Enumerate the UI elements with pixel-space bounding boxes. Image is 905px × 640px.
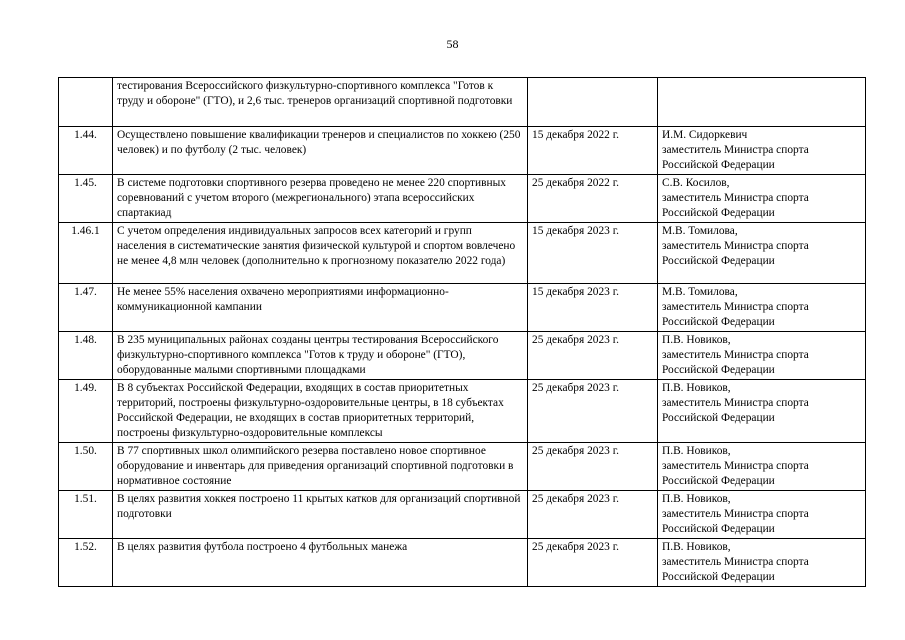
row-deadline: 25 декабря 2023 г. [528, 443, 658, 491]
responsible-org: Российской Федерации [662, 475, 775, 487]
responsible-position: заместитель Министра спорта [662, 397, 809, 409]
row-number: 1.51. [59, 491, 113, 539]
responsible-position: заместитель Министра спорта [662, 460, 809, 472]
row-number: 1.44. [59, 127, 113, 175]
responsible-org: Российской Федерации [662, 316, 775, 328]
table-row [59, 175, 866, 223]
row-deadline: 25 декабря 2023 г. [528, 491, 658, 539]
responsible-org: Российской Федерации [662, 364, 775, 376]
table-row [59, 127, 866, 175]
row-description: В целях развития хоккея построено 11 крытых катков для организаций спортивной подготовки [113, 491, 528, 539]
row-description: В 235 муниципальных районах созданы центры тестирования Всероссийского физкультурно-спортивного комплекса "Готов к труду и обороне" (ГТО), оборудованные малыми спортивными площадками [113, 332, 528, 380]
row-deadline: 15 декабря 2023 г. [528, 284, 658, 332]
row-responsible [658, 127, 866, 175]
responsible-name: И.М. Сидоркевич [662, 129, 748, 141]
responsible-name: С.В. Косилов, [662, 177, 730, 189]
row-deadline: 25 декабря 2023 г. [528, 332, 658, 380]
responsible-org: Российской Федерации [662, 412, 775, 424]
responsible-name: П.В. Новиков, [662, 541, 731, 553]
row-description: Осуществлено повышение квалификации тренеров и специалистов по хоккею (250 человек) и по футболу (2 тыс. человек) [113, 127, 528, 175]
responsible-name: П.В. Новиков, [662, 334, 731, 346]
responsible-name: М.В. Томилова, [662, 225, 738, 237]
row-responsible [658, 491, 866, 539]
row-number [59, 78, 113, 127]
page-number: 58 [446, 37, 459, 51]
activities-table [58, 77, 866, 587]
row-responsible [658, 443, 866, 491]
responsible-org: Российской Федерации [662, 571, 775, 583]
responsible-org: Российской Федерации [662, 523, 775, 535]
responsible-name: П.В. Новиков, [662, 445, 731, 457]
table-row [59, 223, 866, 284]
responsible-position: заместитель Министра спорта [662, 556, 809, 568]
responsible-org: Российской Федерации [662, 255, 775, 267]
row-deadline: 25 декабря 2023 г. [528, 380, 658, 443]
row-responsible [658, 332, 866, 380]
row-responsible [658, 223, 866, 284]
row-description: тестирования Всероссийского физкультурно-спортивного комплекса "Готов к труду и обороне" (ГТО), и 2,6 тыс. тренеров организаций спортивной подготовки [113, 78, 528, 127]
responsible-name: М.В. Томилова, [662, 286, 738, 298]
row-responsible [658, 78, 866, 127]
table-row [59, 284, 866, 332]
row-responsible [658, 175, 866, 223]
table-row [59, 443, 866, 491]
row-number: 1.48. [59, 332, 113, 380]
row-description: В целях развития футбола построено 4 футбольных манежа [113, 539, 528, 587]
table-row [59, 78, 866, 127]
row-deadline: 15 декабря 2023 г. [528, 223, 658, 284]
row-description: В 8 субъектах Российской Федерации, входящих в состав приоритетных территорий, построены физкультурно-оздоровительные центры, в 18 субъектах Российской Федерации, не входящих в состав приоритетных территорий, построены физкультурно-оздоровительные комплексы [113, 380, 528, 443]
responsible-position: заместитель Министра спорта [662, 508, 809, 520]
table-row [59, 491, 866, 539]
responsible-position: заместитель Министра спорта [662, 192, 809, 204]
responsible-org: Российской Федерации [662, 207, 775, 219]
row-number: 1.50. [59, 443, 113, 491]
responsible-org: Российской Федерации [662, 159, 775, 171]
responsible-position: заместитель Министра спорта [662, 144, 809, 156]
responsible-position: заместитель Министра спорта [662, 301, 809, 313]
row-number: 1.45. [59, 175, 113, 223]
row-description: С учетом определения индивидуальных запросов всех категорий и групп населения в систематические занятия физической культурой и спортом вовлечено не менее 4,8 млн человек (дополнительно к прогнозному показателю 2022 года) [113, 223, 528, 284]
row-number: 1.49. [59, 380, 113, 443]
row-deadline [528, 78, 658, 127]
responsible-position: заместитель Министра спорта [662, 349, 809, 361]
row-number: 1.47. [59, 284, 113, 332]
row-description: Не менее 55% населения охвачено мероприятиями информационно-коммуникационной кампании [113, 284, 528, 332]
table-row [59, 332, 866, 380]
row-deadline: 25 декабря 2023 г. [528, 539, 658, 587]
responsible-name: П.В. Новиков, [662, 382, 731, 394]
table-row [59, 539, 866, 587]
row-description: В системе подготовки спортивного резерва проведено не менее 220 спортивных соревнований с учетом второго (межрегионального) этапа всероссийских спартакиад [113, 175, 528, 223]
table-row [59, 380, 866, 443]
row-number: 1.46.1 [59, 223, 113, 284]
row-responsible [658, 284, 866, 332]
responsible-name: П.В. Новиков, [662, 493, 731, 505]
row-responsible [658, 380, 866, 443]
row-deadline: 15 декабря 2022 г. [528, 127, 658, 175]
row-number: 1.52. [59, 539, 113, 587]
row-responsible [658, 539, 866, 587]
row-deadline: 25 декабря 2022 г. [528, 175, 658, 223]
row-description: В 77 спортивных школ олимпийского резерва поставлено новое спортивное оборудование и инвентарь для приведения организаций спортивной подготовки в нормативное состояние [113, 443, 528, 491]
responsible-position: заместитель Министра спорта [662, 240, 809, 252]
